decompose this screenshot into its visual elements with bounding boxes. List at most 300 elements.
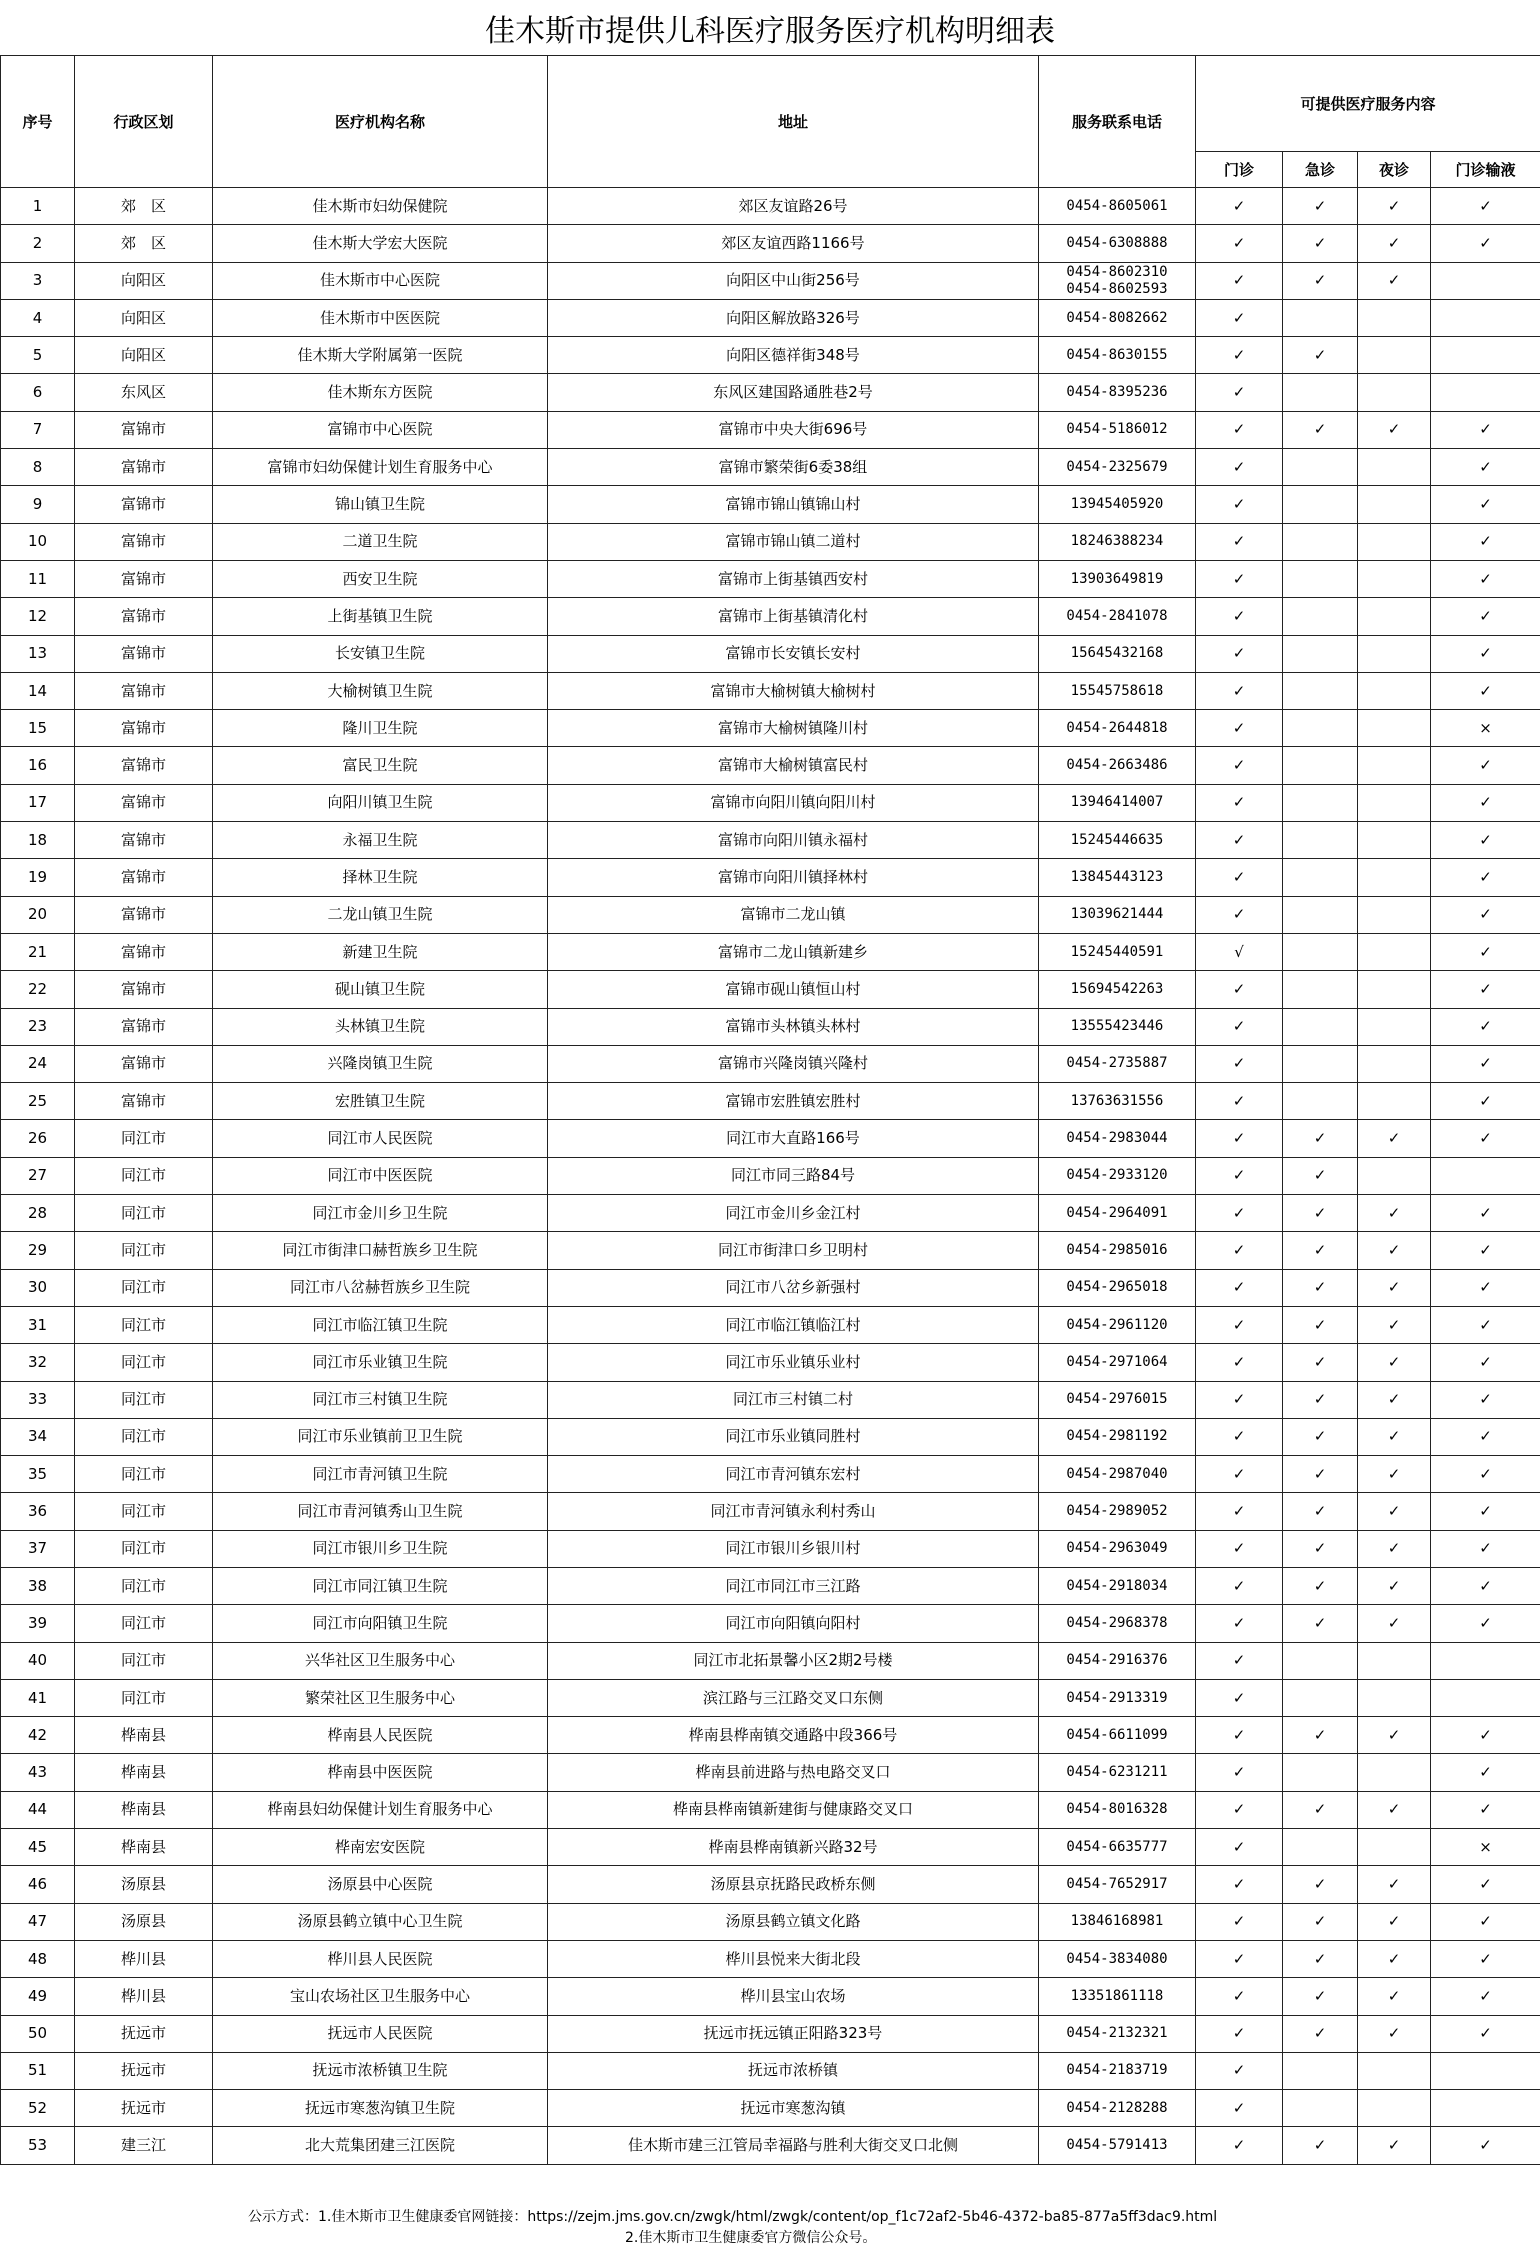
- cell-emergency: [1283, 672, 1358, 709]
- cell-outpatient: ✓: [1196, 784, 1283, 821]
- table-row: [1, 1717, 1540, 1754]
- cell-emergency: ✓: [1283, 1306, 1358, 1343]
- cell-night: [1358, 2052, 1431, 2089]
- cell-address: 抚远市寒葱沟镇: [548, 2090, 1039, 2127]
- cell-outpatient: ✓: [1196, 1642, 1283, 1679]
- cell-infusion: ✓: [1431, 859, 1540, 896]
- cell-address: 汤原县京抚路民政桥东侧: [548, 1866, 1039, 1903]
- cell-name: 桦川县人民医院: [213, 1940, 548, 1977]
- cell-address: 同江市乐业镇同胜村: [548, 1418, 1039, 1455]
- cell-seq: 12: [1, 598, 75, 635]
- table-row: [1, 449, 1540, 486]
- cell-phone: 0454-2985016: [1039, 1232, 1196, 1269]
- cell-address: 同江市向阳镇向阳村: [548, 1605, 1039, 1642]
- table-row: [1, 337, 1540, 374]
- cell-district: 富锦市: [75, 449, 213, 486]
- cell-address: 富锦市大榆树镇富民村: [548, 747, 1039, 784]
- cell-phone: 0454-3834080: [1039, 1940, 1196, 1977]
- cell-emergency: [1283, 1642, 1358, 1679]
- cell-phone: 13351861118: [1039, 1978, 1196, 2015]
- cell-name: 佳木斯市中心医院: [213, 262, 548, 299]
- cell-emergency: [1283, 1679, 1358, 1716]
- cell-district: 富锦市: [75, 1083, 213, 1120]
- cell-district: 抚远市: [75, 2052, 213, 2089]
- cell-seq: 20: [1, 896, 75, 933]
- cell-name: 兴华社区卫生服务中心: [213, 1642, 548, 1679]
- cell-night: ✓: [1358, 1120, 1431, 1157]
- cell-district: 富锦市: [75, 971, 213, 1008]
- cell-emergency: ✓: [1283, 1717, 1358, 1754]
- cell-phone: 0454-2933120: [1039, 1157, 1196, 1194]
- cell-seq: 13: [1, 635, 75, 672]
- cell-seq: 50: [1, 2015, 75, 2052]
- cell-night: ✓: [1358, 411, 1431, 448]
- cell-seq: 7: [1, 411, 75, 448]
- cell-infusion: ✓: [1431, 225, 1540, 262]
- cell-address: 佳木斯市建三江管局幸福路与胜利大街交叉口北侧: [548, 2127, 1039, 2164]
- cell-phone: 0454-2325679: [1039, 449, 1196, 486]
- table-row: [1, 486, 1540, 523]
- cell-night: [1358, 1642, 1431, 1679]
- cell-infusion: ✓: [1431, 1269, 1540, 1306]
- cell-name: 宝山农场社区卫生服务中心: [213, 1978, 548, 2015]
- cell-infusion: ✓: [1431, 2127, 1540, 2164]
- cell-address: 同江市北拓景馨小区2期2号楼: [548, 1642, 1039, 1679]
- cell-outpatient: ✓: [1196, 747, 1283, 784]
- cell-name: 二龙山镇卫生院: [213, 896, 548, 933]
- cell-district: 富锦市: [75, 822, 213, 859]
- cell-phone: 15245440591: [1039, 933, 1196, 970]
- cell-seq: 10: [1, 523, 75, 560]
- cell-phone: 18246388234: [1039, 523, 1196, 560]
- table-row: [1, 1456, 1540, 1493]
- cell-emergency: [1283, 1008, 1358, 1045]
- cell-emergency: ✓: [1283, 188, 1358, 225]
- header-name: 医疗机构名称: [213, 56, 548, 188]
- cell-seq: 27: [1, 1157, 75, 1194]
- table-row: [1, 1567, 1540, 1604]
- cell-outpatient: √: [1196, 933, 1283, 970]
- cell-seq: 24: [1, 1045, 75, 1082]
- cell-phone: 0454-5791413: [1039, 2127, 1196, 2164]
- cell-infusion: ✓: [1431, 449, 1540, 486]
- table-row: [1, 822, 1540, 859]
- cell-night: [1358, 374, 1431, 411]
- cell-address: 富锦市砚山镇恒山村: [548, 971, 1039, 1008]
- cell-district: 同江市: [75, 1157, 213, 1194]
- cell-infusion: ✓: [1431, 1232, 1540, 1269]
- cell-emergency: ✓: [1283, 2127, 1358, 2164]
- cell-emergency: ✓: [1283, 1157, 1358, 1194]
- cell-outpatient: ✓: [1196, 1791, 1283, 1828]
- cell-night: [1358, 784, 1431, 821]
- cell-address: 同江市青河镇东宏村: [548, 1456, 1039, 1493]
- cell-infusion: ✓: [1431, 1940, 1540, 1977]
- cell-seq: 47: [1, 1903, 75, 1940]
- cell-phone: 0454-8395236: [1039, 374, 1196, 411]
- cell-seq: 45: [1, 1829, 75, 1866]
- cell-infusion: ✓: [1431, 1045, 1540, 1082]
- cell-district: 富锦市: [75, 635, 213, 672]
- cell-district: 建三江: [75, 2127, 213, 2164]
- cell-infusion: ✓: [1431, 1605, 1540, 1642]
- cell-address: 富锦市大榆树镇大榆树村: [548, 672, 1039, 709]
- cell-name: 兴隆岗镇卫生院: [213, 1045, 548, 1082]
- cell-outpatient: ✓: [1196, 2127, 1283, 2164]
- header-seq: 序号: [1, 56, 75, 188]
- cell-emergency: [1283, 486, 1358, 523]
- cell-address: 同江市金川乡金江村: [548, 1195, 1039, 1232]
- cell-night: ✓: [1358, 1269, 1431, 1306]
- cell-night: ✓: [1358, 1381, 1431, 1418]
- cell-outpatient: ✓: [1196, 486, 1283, 523]
- cell-district: 富锦市: [75, 560, 213, 597]
- cell-address: 富锦市兴隆岗镇兴隆村: [548, 1045, 1039, 1082]
- cell-emergency: ✓: [1283, 1940, 1358, 1977]
- table-row: [1, 747, 1540, 784]
- cell-infusion: [1431, 1679, 1540, 1716]
- table-row: [1, 188, 1540, 225]
- cell-outpatient: ✓: [1196, 1306, 1283, 1343]
- table-row: [1, 784, 1540, 821]
- cell-outpatient: ✓: [1196, 822, 1283, 859]
- cell-phone: 0454-8605061: [1039, 188, 1196, 225]
- cell-outpatient: ✓: [1196, 1679, 1283, 1716]
- cell-phone: 0454-2968378: [1039, 1605, 1196, 1642]
- cell-night: ✓: [1358, 1418, 1431, 1455]
- cell-night: [1358, 1157, 1431, 1194]
- cell-name: 西安卫生院: [213, 560, 548, 597]
- cell-outpatient: ✓: [1196, 1829, 1283, 1866]
- cell-name: 佳木斯大学宏大医院: [213, 225, 548, 262]
- cell-emergency: [1283, 971, 1358, 1008]
- cell-district: 桦南县: [75, 1791, 213, 1828]
- cell-emergency: [1283, 598, 1358, 635]
- cell-district: 同江市: [75, 1269, 213, 1306]
- cell-name: 佳木斯大学附属第一医院: [213, 337, 548, 374]
- cell-seq: 44: [1, 1791, 75, 1828]
- cell-emergency: [1283, 896, 1358, 933]
- cell-night: ✓: [1358, 225, 1431, 262]
- cell-emergency: [1283, 1829, 1358, 1866]
- table-row: [1, 1269, 1540, 1306]
- table-row: [1, 1493, 1540, 1530]
- cell-infusion: ✓: [1431, 1456, 1540, 1493]
- cell-outpatient: ✓: [1196, 1045, 1283, 1082]
- cell-district: 富锦市: [75, 486, 213, 523]
- cell-night: ✓: [1358, 1791, 1431, 1828]
- table-row: [1, 1083, 1540, 1120]
- cell-night: ✓: [1358, 1493, 1431, 1530]
- table-row: [1, 299, 1540, 336]
- table-row: [1, 411, 1540, 448]
- cell-name: 富锦市中心医院: [213, 411, 548, 448]
- cell-night: ✓: [1358, 1195, 1431, 1232]
- cell-infusion: ✓: [1431, 1866, 1540, 1903]
- cell-address: 富锦市向阳川镇择林村: [548, 859, 1039, 896]
- cell-outpatient: ✓: [1196, 1008, 1283, 1045]
- cell-name: 隆川卫生院: [213, 710, 548, 747]
- cell-infusion: ✓: [1431, 1717, 1540, 1754]
- cell-night: [1358, 523, 1431, 560]
- cell-outpatient: ✓: [1196, 337, 1283, 374]
- cell-seq: 25: [1, 1083, 75, 1120]
- table-row: [1, 1306, 1540, 1343]
- cell-name: 同江市同江镇卫生院: [213, 1567, 548, 1604]
- cell-address: 向阳区德祥街348号: [548, 337, 1039, 374]
- cell-infusion: ✓: [1431, 1903, 1540, 1940]
- cell-outpatient: ✓: [1196, 1717, 1283, 1754]
- cell-infusion: ✓: [1431, 1195, 1540, 1232]
- cell-address: 桦川县宝山农场: [548, 1978, 1039, 2015]
- cell-phone: 0454-2964091: [1039, 1195, 1196, 1232]
- cell-district: 同江市: [75, 1567, 213, 1604]
- cell-address: 同江市同三路84号: [548, 1157, 1039, 1194]
- cell-district: 富锦市: [75, 1008, 213, 1045]
- cell-name: 佳木斯市妇幼保健院: [213, 188, 548, 225]
- table-row: [1, 1418, 1540, 1455]
- cell-night: [1358, 598, 1431, 635]
- cell-phone: 0454-2987040: [1039, 1456, 1196, 1493]
- cell-phone: 0454-2971064: [1039, 1344, 1196, 1381]
- cell-outpatient: ✓: [1196, 1940, 1283, 1977]
- cell-name: 同江市街津口赫哲族乡卫生院: [213, 1232, 548, 1269]
- header-phone: 服务联系电话: [1039, 56, 1196, 188]
- cell-address: 郊区友谊西路1166号: [548, 225, 1039, 262]
- cell-night: ✓: [1358, 1344, 1431, 1381]
- cell-name: 永福卫生院: [213, 822, 548, 859]
- cell-seq: 34: [1, 1418, 75, 1455]
- cell-seq: 28: [1, 1195, 75, 1232]
- cell-emergency: ✓: [1283, 1418, 1358, 1455]
- cell-outpatient: ✓: [1196, 2052, 1283, 2089]
- table-row: [1, 2127, 1540, 2164]
- table-row: [1, 374, 1540, 411]
- cell-outpatient: ✓: [1196, 1083, 1283, 1120]
- cell-address: 富锦市上街基镇西安村: [548, 560, 1039, 597]
- table-row: [1, 1605, 1540, 1642]
- cell-infusion: ✓: [1431, 1978, 1540, 2015]
- cell-seq: 16: [1, 747, 75, 784]
- table-row: [1, 1530, 1540, 1567]
- cell-infusion: ✓: [1431, 971, 1540, 1008]
- cell-district: 富锦市: [75, 747, 213, 784]
- table-row: [1, 2015, 1540, 2052]
- cell-seq: 3: [1, 262, 75, 299]
- cell-address: 同江市八岔乡新强村: [548, 1269, 1039, 1306]
- table-row: [1, 1791, 1540, 1828]
- cell-district: 富锦市: [75, 933, 213, 970]
- table-row: [1, 635, 1540, 672]
- cell-address: 抚远市浓桥镇: [548, 2052, 1039, 2089]
- cell-outpatient: ✓: [1196, 1493, 1283, 1530]
- table-row: [1, 1866, 1540, 1903]
- cell-infusion: ✓: [1431, 784, 1540, 821]
- cell-address: 富锦市上街基镇清化村: [548, 598, 1039, 635]
- cell-phone: 0454-6231211: [1039, 1754, 1196, 1791]
- cell-district: 富锦市: [75, 784, 213, 821]
- cell-phone: 13945405920: [1039, 486, 1196, 523]
- cell-seq: 18: [1, 822, 75, 859]
- page-title: 佳木斯市提供儿科医疗服务医疗机构明细表: [485, 14, 1055, 49]
- cell-night: [1358, 822, 1431, 859]
- table-row: [1, 672, 1540, 709]
- cell-phone: 0454-8630155: [1039, 337, 1196, 374]
- cell-outpatient: ✓: [1196, 1157, 1283, 1194]
- cell-name: 桦南宏安医院: [213, 1829, 548, 1866]
- table-row: [1, 1903, 1540, 1940]
- cell-name: 佳木斯东方医院: [213, 374, 548, 411]
- cell-seq: 48: [1, 1940, 75, 1977]
- cell-emergency: ✓: [1283, 1344, 1358, 1381]
- cell-outpatient: ✓: [1196, 1605, 1283, 1642]
- cell-emergency: ✓: [1283, 1456, 1358, 1493]
- cell-emergency: [1283, 374, 1358, 411]
- cell-night: ✓: [1358, 262, 1431, 299]
- cell-night: ✓: [1358, 1232, 1431, 1269]
- cell-district: 桦川县: [75, 1940, 213, 1977]
- cell-district: 向阳区: [75, 299, 213, 336]
- cell-emergency: [1283, 933, 1358, 970]
- cell-infusion: ✓: [1431, 1418, 1540, 1455]
- cell-infusion: ✓: [1431, 411, 1540, 448]
- cell-emergency: [1283, 299, 1358, 336]
- cell-outpatient: ✓: [1196, 1418, 1283, 1455]
- cell-name: 抚远市寒葱沟镇卫生院: [213, 2090, 548, 2127]
- table-row: [1, 1978, 1540, 2015]
- cell-night: ✓: [1358, 1306, 1431, 1343]
- cell-address: 富锦市长安镇长安村: [548, 635, 1039, 672]
- cell-night: ✓: [1358, 188, 1431, 225]
- cell-address: 富锦市头林镇头林村: [548, 1008, 1039, 1045]
- cell-district: 富锦市: [75, 672, 213, 709]
- cell-outpatient: ✓: [1196, 1381, 1283, 1418]
- cell-name: 富民卫生院: [213, 747, 548, 784]
- cell-emergency: ✓: [1283, 1567, 1358, 1604]
- cell-night: [1358, 560, 1431, 597]
- cell-district: 同江市: [75, 1120, 213, 1157]
- cell-district: 东风区: [75, 374, 213, 411]
- cell-district: 汤原县: [75, 1903, 213, 1940]
- cell-district: 富锦市: [75, 411, 213, 448]
- cell-emergency: ✓: [1283, 1381, 1358, 1418]
- cell-night: ✓: [1358, 2127, 1431, 2164]
- cell-emergency: [1283, 449, 1358, 486]
- table-row: [1, 1679, 1540, 1716]
- header-outpatient: 门诊: [1196, 152, 1283, 188]
- cell-phone: 0454-2976015: [1039, 1381, 1196, 1418]
- cell-phone: 15545758618: [1039, 672, 1196, 709]
- cell-night: ✓: [1358, 1530, 1431, 1567]
- cell-infusion: ✓: [1431, 1008, 1540, 1045]
- cell-phone: 0454-2961120: [1039, 1306, 1196, 1343]
- cell-night: ✓: [1358, 2015, 1431, 2052]
- cell-infusion: ✓: [1431, 1120, 1540, 1157]
- cell-infusion: ✓: [1431, 1083, 1540, 1120]
- cell-outpatient: ✓: [1196, 1903, 1283, 1940]
- cell-infusion: ✓: [1431, 598, 1540, 635]
- cell-seq: 14: [1, 672, 75, 709]
- cell-infusion: ✓: [1431, 933, 1540, 970]
- cell-infusion: ✓: [1431, 1344, 1540, 1381]
- cell-phone: 13946414007: [1039, 784, 1196, 821]
- footer-line-2: 2.佳木斯市卫生健康委官方微信公众号。: [625, 2230, 877, 2246]
- cell-night: [1358, 1045, 1431, 1082]
- cell-phone: 0454-2983044: [1039, 1120, 1196, 1157]
- cell-seq: 51: [1, 2052, 75, 2089]
- cell-name: 新建卫生院: [213, 933, 548, 970]
- cell-infusion: ✓: [1431, 560, 1540, 597]
- table-row: [1, 598, 1540, 635]
- cell-seq: 23: [1, 1008, 75, 1045]
- cell-address: 富锦市宏胜镇宏胜村: [548, 1083, 1039, 1120]
- cell-night: ✓: [1358, 1567, 1431, 1604]
- cell-infusion: ✓: [1431, 486, 1540, 523]
- cell-infusion: ✓: [1431, 635, 1540, 672]
- header-address: 地址: [548, 56, 1039, 188]
- cell-night: [1358, 635, 1431, 672]
- cell-name: 砚山镇卫生院: [213, 971, 548, 1008]
- cell-address: 富锦市向阳川镇永福村: [548, 822, 1039, 859]
- cell-outpatient: ✓: [1196, 1195, 1283, 1232]
- cell-outpatient: ✓: [1196, 1344, 1283, 1381]
- cell-seq: 1: [1, 188, 75, 225]
- cell-night: [1358, 486, 1431, 523]
- cell-outpatient: ✓: [1196, 1567, 1283, 1604]
- cell-infusion: ✓: [1431, 1567, 1540, 1604]
- cell-night: [1358, 1083, 1431, 1120]
- cell-phone: 0454-2735887: [1039, 1045, 1196, 1082]
- table-row: [1, 1940, 1540, 1977]
- cell-night: ✓: [1358, 1717, 1431, 1754]
- cell-name: 北大荒集团建三江医院: [213, 2127, 548, 2164]
- cell-phone: 0454-2183719: [1039, 2052, 1196, 2089]
- cell-seq: 19: [1, 859, 75, 896]
- cell-address: 同江市银川乡银川村: [548, 1530, 1039, 1567]
- cell-phone: 0454-2132321: [1039, 2015, 1196, 2052]
- cell-outpatient: ✓: [1196, 635, 1283, 672]
- cell-seq: 43: [1, 1754, 75, 1791]
- footer-note: [0, 2206, 1540, 2248]
- cell-outpatient: ✓: [1196, 672, 1283, 709]
- table-row: [1, 971, 1540, 1008]
- cell-outpatient: ✓: [1196, 2090, 1283, 2127]
- cell-emergency: ✓: [1283, 1866, 1358, 1903]
- hospital-table: [0, 55, 1540, 2165]
- cell-phone: 0454-2989052: [1039, 1493, 1196, 1530]
- cell-district: 桦南县: [75, 1717, 213, 1754]
- cell-name: 汤原县中心医院: [213, 1866, 548, 1903]
- cell-address: 富锦市繁荣街6委38组: [548, 449, 1039, 486]
- cell-emergency: [1283, 1754, 1358, 1791]
- cell-district: 抚远市: [75, 2015, 213, 2052]
- cell-name: 桦南县人民医院: [213, 1717, 548, 1754]
- cell-seq: 11: [1, 560, 75, 597]
- cell-seq: 4: [1, 299, 75, 336]
- cell-district: 桦南县: [75, 1754, 213, 1791]
- cell-address: 同江市三村镇二村: [548, 1381, 1039, 1418]
- cell-seq: 31: [1, 1306, 75, 1343]
- cell-emergency: [1283, 747, 1358, 784]
- cell-emergency: [1283, 1083, 1358, 1120]
- cell-outpatient: ✓: [1196, 1866, 1283, 1903]
- cell-phone: 13903649819: [1039, 560, 1196, 597]
- cell-address: 富锦市大榆树镇隆川村: [548, 710, 1039, 747]
- cell-address: 抚远市抚远镇正阳路323号: [548, 2015, 1039, 2052]
- cell-name: 同江市八岔赫哲族乡卫生院: [213, 1269, 548, 1306]
- cell-address: 富锦市锦山镇锦山村: [548, 486, 1039, 523]
- cell-outpatient: ✓: [1196, 1269, 1283, 1306]
